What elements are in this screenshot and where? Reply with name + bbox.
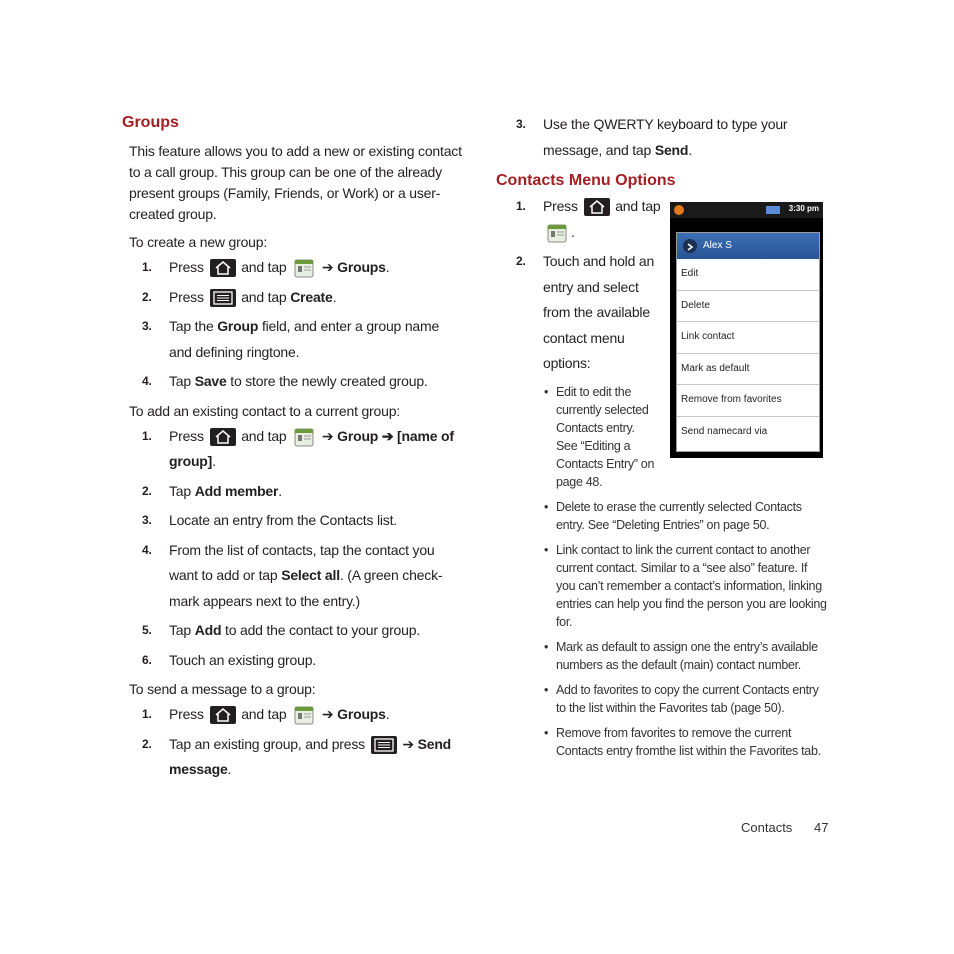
step-number: 2. bbox=[142, 289, 152, 304]
punct: . bbox=[212, 453, 216, 469]
bullet-delete: • Delete to erase the currently selected Contacts entry. See “Deleting Entries” on page 50. bbox=[544, 499, 802, 532]
step-number: 1. bbox=[142, 428, 152, 443]
contacts-app-icon bbox=[292, 704, 316, 726]
menu-item-edit[interactable]: Edit bbox=[677, 259, 819, 291]
step-text: Touch an existing group. bbox=[169, 651, 316, 668]
punct: . bbox=[227, 761, 232, 777]
step-number: 3. bbox=[516, 117, 526, 131]
step-number: 5. bbox=[142, 623, 152, 637]
step-bold: Group ➔ [name of group] bbox=[169, 427, 454, 469]
step-text: Tap bbox=[169, 622, 191, 638]
step-text: Locate an entry from the Contacts list. bbox=[169, 512, 397, 528]
bullet-add-favorites: • Add to favorites to copy the current Contacts entry to the list within the Favorites tab (page 50). bbox=[544, 682, 819, 715]
step-number: 2. bbox=[516, 254, 526, 268]
punct: . bbox=[571, 223, 575, 240]
bullet-edit: • Edit to edit the currently selected Contacts entry. See “Editing a Contacts Entry” on page 48. bbox=[544, 384, 655, 489]
step-bold: Select all bbox=[281, 567, 340, 583]
contacts-app-icon bbox=[292, 257, 316, 279]
bullet-text: Mark as default to assign one the entry’s available numbers as the default (main) contact number. bbox=[556, 639, 818, 672]
step-bold: Groups bbox=[337, 259, 386, 275]
arrow: ➔ bbox=[321, 706, 334, 722]
menu-item-remove-favorites[interactable]: Remove from favorites bbox=[677, 385, 819, 417]
status-time: 3:30 pm bbox=[788, 204, 819, 213]
step-number: 1. bbox=[516, 199, 526, 213]
step-text: and tap bbox=[241, 427, 287, 444]
contacts-menu-heading: Contacts Menu Options bbox=[496, 172, 676, 189]
contacts-app-icon bbox=[292, 426, 316, 448]
step-text: and tap bbox=[241, 259, 287, 275]
send-message-steps bbox=[122, 702, 462, 783]
add-step-2 bbox=[122, 479, 462, 505]
send-step-2 bbox=[122, 732, 462, 783]
create-step-3 bbox=[122, 314, 462, 365]
step-text: to store the newly created group. bbox=[230, 373, 428, 389]
home-icon bbox=[210, 259, 236, 277]
menu-steps bbox=[496, 194, 666, 377]
status-bar bbox=[670, 202, 823, 218]
bullet-text: Delete to erase the currently selected Contacts entry. See “Deleting Entries” on page 50. bbox=[556, 499, 802, 532]
step-text: Press bbox=[169, 259, 204, 275]
home-icon bbox=[210, 428, 236, 446]
arrow: ➔ bbox=[321, 259, 334, 275]
step-text: Tap bbox=[169, 373, 191, 389]
step-text: and tap bbox=[615, 198, 661, 214]
step-bold: Add bbox=[194, 622, 222, 638]
bullet-text: Link contact to link the current contact to another current contact. Similar to a “see also” feature. If you can’t remember a contact’s information, linking entries can help you find the person you are looking for. bbox=[556, 542, 827, 629]
step-number: 2. bbox=[142, 483, 152, 498]
create-group-lead: To create a new group: bbox=[129, 234, 268, 250]
arrow: ➔ bbox=[321, 427, 334, 444]
punct: . bbox=[332, 288, 337, 305]
arrow: ➔ bbox=[402, 735, 414, 752]
step-text: Press bbox=[543, 198, 578, 214]
add-step-5 bbox=[122, 618, 462, 644]
menu-step-1 bbox=[496, 194, 666, 245]
left-column bbox=[122, 112, 462, 783]
step-text: Tap the bbox=[169, 318, 214, 334]
menu-item-link-contact[interactable]: Link contact bbox=[677, 322, 819, 354]
step-text: . (A green check-mark appears next to the entry.) bbox=[169, 567, 443, 609]
step-number: 4. bbox=[142, 374, 152, 388]
menu-icon bbox=[371, 736, 397, 754]
step-bold: Send message bbox=[169, 735, 452, 777]
bullet-text: Edit to edit the currently selected Contacts entry. See “Editing a Contacts Entry” on page 48. bbox=[556, 384, 655, 489]
footer-section: Contacts bbox=[741, 820, 793, 835]
step-number: 3. bbox=[142, 513, 152, 527]
send-step-3 bbox=[496, 112, 836, 163]
bullet-link-contact: • Link contact to link the current contact to another current contact. Similar to a “see also” feature. If you can’t remember a contact’s information, linking entries can help you find the person you are looking for. bbox=[544, 542, 827, 629]
step-number: 2. bbox=[142, 736, 152, 751]
punct: . bbox=[278, 482, 282, 499]
create-step-2 bbox=[122, 285, 462, 311]
home-icon bbox=[584, 198, 610, 216]
menu-item-mark-default[interactable]: Mark as default bbox=[677, 354, 819, 386]
context-menu-title bbox=[677, 233, 819, 259]
create-step-1 bbox=[122, 255, 462, 281]
punct: . bbox=[688, 141, 692, 158]
chevron-icon bbox=[683, 239, 697, 253]
bullet-mark-default: • Mark as default to assign one the entry’s available numbers as the default (main) contact number. bbox=[544, 639, 818, 672]
bullet-text: Add to favorites to copy the current Contacts entry to the list within the Favorites tab (page 50). bbox=[556, 682, 819, 715]
contacts-app-icon bbox=[545, 222, 569, 244]
punct: . bbox=[385, 259, 390, 275]
add-contact-lead: To add an existing contact to a current group: bbox=[129, 402, 400, 419]
step-text: Tap an existing group, and press bbox=[169, 735, 365, 752]
add-step-6 bbox=[122, 648, 462, 674]
step-number: 4. bbox=[142, 542, 152, 557]
phone-screenshot bbox=[670, 202, 823, 458]
context-menu bbox=[676, 232, 820, 452]
create-step-4 bbox=[122, 369, 462, 395]
groups-intro: This feature allows you to add a new or existing contact to a call group. This group can be one of the already present groups (Family, Friends, or Work) or a user-created group. bbox=[129, 143, 462, 222]
step-text: Tap bbox=[169, 482, 191, 499]
menu-icon bbox=[210, 289, 236, 307]
step-text: Press bbox=[169, 706, 204, 722]
home-icon bbox=[210, 706, 236, 724]
add-contact-steps bbox=[122, 424, 462, 674]
add-step-4 bbox=[122, 538, 462, 615]
step-text: Use the QWERTY keyboard to type your message, and tap bbox=[543, 116, 788, 158]
step-bold: Send bbox=[654, 141, 689, 158]
bullet-text: Remove from favorites to remove the current Contacts entry fromthe list within the Favorites tab. bbox=[556, 725, 821, 758]
step-bold: Add member bbox=[194, 482, 279, 499]
step-text: and tap bbox=[241, 706, 287, 722]
bullet-remove-favorites: • Remove from favorites to remove the current Contacts entry fromthe list within the Favorites tab. bbox=[544, 725, 821, 758]
create-group-steps bbox=[122, 255, 462, 395]
signal-icon bbox=[766, 206, 780, 214]
page-number: 47 bbox=[814, 820, 829, 835]
step-text: Press bbox=[169, 288, 204, 305]
step-bold: Group bbox=[217, 318, 259, 334]
step-text: to add the contact to your group. bbox=[225, 622, 420, 638]
add-step-3 bbox=[122, 508, 462, 534]
add-step-1 bbox=[122, 424, 462, 475]
step-bold: Create bbox=[290, 288, 333, 305]
step-bold: Save bbox=[194, 373, 227, 389]
groups-heading: Groups bbox=[122, 114, 179, 131]
step-number: 1. bbox=[142, 707, 152, 721]
step-text: and tap bbox=[241, 288, 287, 305]
punct: . bbox=[385, 706, 390, 722]
step-text: Touch and hold an entry and select from the available contact menu options: bbox=[543, 253, 655, 371]
step-number: 1. bbox=[142, 260, 152, 274]
step-text: Press bbox=[169, 427, 204, 444]
step-number: 3. bbox=[142, 319, 152, 333]
notification-icon bbox=[674, 205, 684, 215]
send-step-1 bbox=[122, 702, 462, 728]
menu-item-delete[interactable]: Delete bbox=[677, 291, 819, 323]
step-number: 6. bbox=[142, 652, 152, 667]
step-text: field, and enter a group name and defining ringtone. bbox=[169, 318, 440, 360]
step-text: From the list of contacts, tap the contact you want to add or tap bbox=[169, 541, 435, 583]
send-message-lead: To send a message to a group: bbox=[129, 681, 316, 697]
menu-step-2 bbox=[496, 249, 666, 377]
menu-item-send-namecard[interactable]: Send namecard via bbox=[681, 425, 768, 437]
step-bold: Groups bbox=[337, 706, 386, 722]
contact-name: Alex S bbox=[703, 240, 732, 251]
